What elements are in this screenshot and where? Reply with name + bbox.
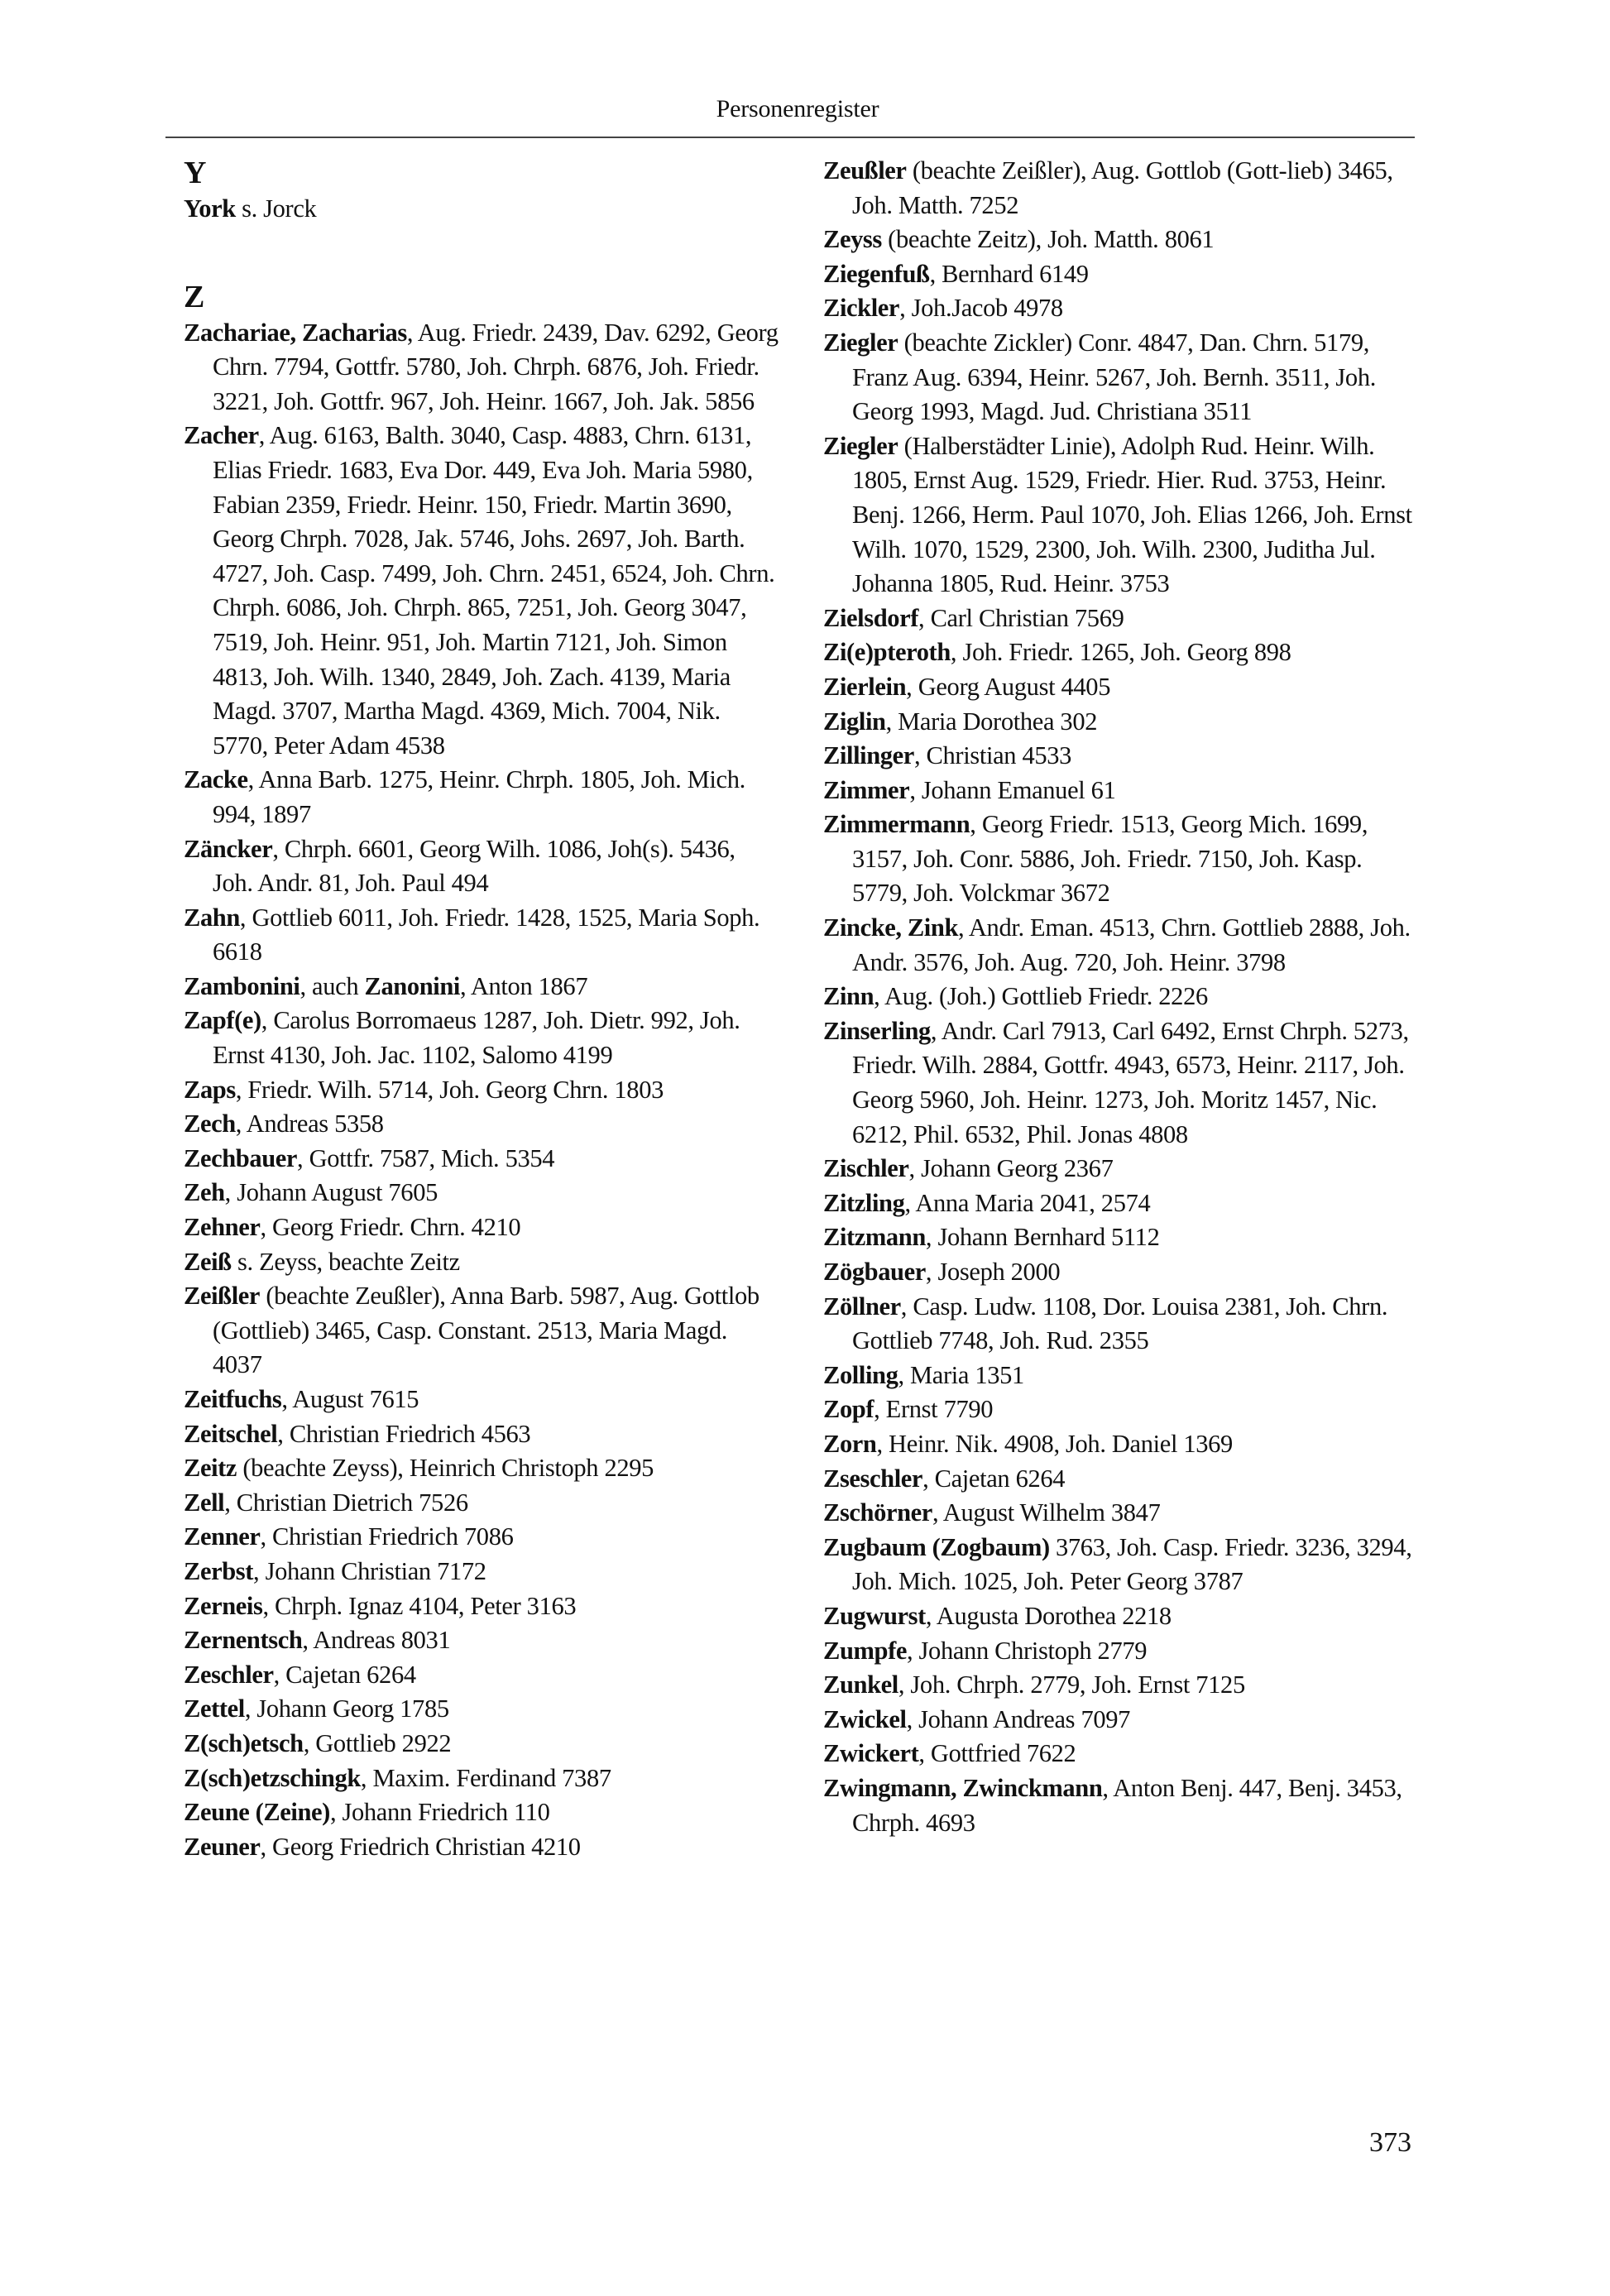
entry-surname: Zell — [184, 1488, 225, 1517]
entry-references: , Joseph 2000 — [925, 1258, 1061, 1286]
entry-references: , Andr. Eman. 4513, Chrn. Gottlieb 2888, Joh. Andr. 3576, Joh. Aug. 720, Joh. Heinr. 3798 — [852, 913, 1411, 976]
entry-references: (beachte Zeitz), Joh. Matth. 8061 — [881, 225, 1215, 254]
index-entry — [184, 1692, 779, 1727]
entry-references: (beachte Zeißler), Aug. Gottlob (Gott-lieb) 3465, Joh. Matth. 7252 — [852, 156, 1393, 219]
entry-references: , Anton 1867 — [459, 971, 588, 1000]
entry-references: , Christian Dietrich 7526 — [224, 1488, 468, 1517]
index-entry — [184, 763, 779, 832]
entry-surname: Zielsdorf — [823, 603, 919, 632]
entry-references: , Aug. Friedr. 2439, Dav. 6292, Georg Chrn. 7794, Gottfr. 5780, Joh. Chrph. 6876, Joh. Friedr. 3221, Joh. Gottfr. 967, Joh. Heinr. 1667, Joh. Jak. 5856 — [213, 318, 779, 415]
index-entry — [823, 1186, 1415, 1221]
entry-references: , Gottlieb 2922 — [303, 1728, 452, 1757]
entry-references: , Maxim. Ferdinand 7387 — [360, 1763, 611, 1792]
entry-references: , Johann Christoph 2779 — [906, 1636, 1148, 1665]
index-entry — [184, 1555, 779, 1589]
entry-references: (beachte Zeyss), Heinrich Christoph 2295 — [237, 1454, 654, 1483]
entry-references: , Heinr. Nik. 4908, Joh. Daniel 1369 — [876, 1429, 1233, 1458]
entry-references: , Cajetan 6264 — [273, 1660, 416, 1689]
index-entry — [184, 1727, 779, 1762]
index-entry — [823, 291, 1415, 326]
entry-surname: Zseschler — [823, 1464, 923, 1493]
index-entry — [823, 1496, 1415, 1531]
entry-surname: Zeitschel — [184, 1419, 278, 1448]
running-head: Personenregister — [716, 95, 879, 122]
entry-references: (beachte Zickler) Conr. 4847, Dan. Chrn. 5179, Franz Aug. 6394, Heinr. 5267, Joh. Bernh. 3511, Joh. Georg 1993, Magd. Jud. Christiana 3511 — [852, 328, 1376, 426]
entry-surname: Zäncker — [184, 834, 273, 863]
entry-surname: Zeißler — [184, 1282, 261, 1311]
right-column — [823, 154, 1415, 1840]
entry-references: 3763, Joh. Casp. Friedr. 3236, 3294, Joh. Mich. 1025, Joh. Peter Georg 3787 — [852, 1532, 1412, 1596]
index-entry — [823, 1014, 1415, 1152]
entry-surname: Zunkel — [823, 1670, 898, 1699]
index-entry — [823, 1220, 1415, 1255]
index-entry — [823, 1599, 1415, 1634]
entry-references: , Maria 1351 — [898, 1360, 1024, 1389]
index-entry — [823, 635, 1415, 670]
entry-references: , Anna Barb. 1275, Heinr. Chrph. 1805, Joh. Mich. 994, 1897 — [213, 765, 745, 828]
entry-references: , Gottfried 7622 — [918, 1739, 1076, 1768]
entry-surname: Zierlein — [823, 672, 907, 701]
index-entry — [184, 192, 779, 227]
entry-references: , Christian Friedrich 7086 — [260, 1522, 514, 1551]
entry-surname: Zenner — [184, 1522, 261, 1551]
entry-surname: Zech — [184, 1110, 236, 1138]
entry-references: , Christian Friedrich 4563 — [277, 1419, 531, 1448]
entry-surname: Zinn — [823, 982, 874, 1011]
entry-surname: Zeyss — [823, 225, 882, 254]
index-entry — [184, 1279, 779, 1383]
entry-surname: Ziegenfuß — [823, 259, 930, 288]
entry-references: , Johann Georg 2367 — [908, 1154, 1114, 1183]
section-letter-heading: Z — [184, 279, 204, 314]
index-entry — [184, 1451, 779, 1486]
left-column — [184, 154, 779, 1864]
entry-references: , Gottfr. 7587, Mich. 5354 — [297, 1143, 555, 1172]
entry-surname: Ziegler — [823, 328, 898, 357]
entry-references: , Johann Christian 7172 — [253, 1556, 486, 1585]
entry-references: , Georg Friedrich Christian 4210 — [260, 1832, 581, 1861]
entry-surname: Zugbaum (Zogbaum) — [823, 1532, 1050, 1561]
entry-references: , Ernst 7790 — [874, 1395, 994, 1424]
index-entry — [184, 970, 779, 1004]
entry-references: , Gottlieb 6011, Joh. Friedr. 1428, 1525, Maria Soph. 6618 — [213, 903, 760, 966]
index-entry — [823, 154, 1415, 223]
index-entry — [184, 1417, 779, 1452]
entry-references: , Johann Friedrich 110 — [329, 1798, 550, 1827]
entry-surname: Zincke, Zink — [823, 913, 959, 942]
entry-surname: Zeune (Zeine) — [184, 1798, 330, 1827]
index-entry — [823, 1462, 1415, 1497]
entry-surname: Zachariae, Zacharias — [184, 318, 407, 347]
entry-references: , Christian 4533 — [913, 741, 1072, 770]
entry-surname: Zehner — [184, 1213, 261, 1242]
entry-connector: , auch — [299, 971, 365, 1000]
entry-references: , Johann Emanuel 61 — [909, 775, 1116, 804]
entry-surname: Zumpfe — [823, 1636, 907, 1665]
entry-surname: Zerneis — [184, 1591, 263, 1620]
entry-surname: Zeitz — [184, 1454, 237, 1483]
entry-surname: Zschörner — [823, 1498, 932, 1527]
entry-references: , Andreas 5358 — [235, 1110, 384, 1138]
entry-surname: Zeußler — [823, 156, 907, 185]
index-entry — [184, 1589, 779, 1624]
entry-references: , Augusta Dorothea 2218 — [925, 1601, 1172, 1630]
entry-references: , Cajetan 6264 — [922, 1464, 1066, 1493]
index-entry — [823, 1427, 1415, 1462]
entry-surname: Zolling — [823, 1360, 898, 1389]
section-letter-heading: Y — [184, 156, 207, 190]
entry-surname: Zitzling — [823, 1188, 905, 1217]
index-entry — [184, 419, 779, 763]
entry-surname: Z(sch)etsch — [184, 1728, 304, 1757]
entry-references: , Andreas 8031 — [302, 1626, 451, 1655]
entry-references: , Johann August 7605 — [224, 1178, 438, 1207]
index-entry — [823, 705, 1415, 740]
header-rule — [165, 137, 1415, 138]
entry-surname: Zöllner — [823, 1292, 901, 1321]
index-entry — [823, 1152, 1415, 1186]
entry-references: , Johann Georg 1785 — [244, 1694, 449, 1723]
section-spacer — [184, 227, 779, 278]
index-entry — [184, 1658, 779, 1693]
entry-references: , Bernhard 6149 — [929, 259, 1089, 288]
entry-surname: Zwingmann, Zwinckmann — [823, 1773, 1103, 1802]
index-entry — [823, 980, 1415, 1014]
index-entry — [184, 1795, 779, 1830]
entry-references: , August 7615 — [281, 1385, 419, 1413]
entry-surname: York — [184, 194, 236, 223]
entry-surname: Zorn — [823, 1429, 877, 1458]
entry-surname: Zahn — [184, 903, 240, 932]
entry-surname: Zechbauer — [184, 1143, 298, 1172]
index-entry — [184, 1073, 779, 1108]
index-entry — [184, 1107, 779, 1142]
index-entry — [184, 1142, 779, 1177]
entry-references: (Halberstädter Linie), Adolph Rud. Heinr. Wilh. 1805, Ernst Aug. 1529, Friedr. Hier. Rud. 3753, Heinr. Benj. 1266, Herm. Paul 1070, Joh. Elias 1266, Joh. Ernst Wilh. 1070, 1529, 2300, Joh. Wilh. 2300, Juditha Jul. Johanna 1805, Rud. Heinr. 3753 — [852, 431, 1412, 598]
index-entry — [184, 1520, 779, 1555]
entry-references: , Chrph. 6601, Georg Wilh. 1086, Joh(s). 5436, Joh. Andr. 81, Joh. Paul 494 — [213, 834, 736, 898]
entry-surname: Zitzmann — [823, 1223, 926, 1252]
entry-surname: Ziegler — [823, 431, 898, 460]
entry-surname: Zeitfuchs — [184, 1385, 282, 1413]
entry-references: , Maria Dorothea 302 — [885, 707, 1098, 736]
entry-references: , Johann Andreas 7097 — [906, 1704, 1131, 1733]
entry-references: , Andr. Carl 7913, Carl 6492, Ernst Chrph. 5273, Friedr. Wilh. 2884, Gottfr. 4943, 6573, Heinr. 2117, Joh. Georg 5960, Joh. Heinr. 1273, Joh. Moritz 1457, Nic. 6212, Phil. 6532, Phil. Jonas 4808 — [852, 1016, 1409, 1148]
index-entry — [184, 832, 779, 901]
entry-surname: Zischler — [823, 1154, 909, 1183]
index-entry — [184, 1210, 779, 1245]
index-entry — [184, 1762, 779, 1796]
entry-references: , August Wilhelm 3847 — [932, 1498, 1161, 1527]
index-entry — [823, 1359, 1415, 1393]
index-entry — [184, 1486, 779, 1521]
entry-references: s. Zeyss, beachte Zeitz — [231, 1247, 460, 1276]
entry-surname: Zacher — [184, 421, 259, 450]
index-entry — [184, 1245, 779, 1280]
entry-surname: Zettel — [184, 1694, 245, 1723]
page-number: 373 — [1369, 2127, 1411, 2158]
entry-surname: Zeh — [184, 1178, 225, 1207]
index-entry — [823, 739, 1415, 774]
index-entry — [184, 1176, 779, 1210]
entry-surname: Zeschler — [184, 1660, 274, 1689]
index-entry — [823, 602, 1415, 636]
entry-surname: Zaps — [184, 1075, 236, 1104]
index-entry — [823, 1737, 1415, 1771]
entry-references: , Joh.Jacob 4978 — [899, 294, 1063, 323]
entry-surname: Zimmermann — [823, 810, 970, 839]
entry-references: , Georg August 4405 — [906, 672, 1111, 701]
entry-references: , Joh. Friedr. 1265, Joh. Georg 898 — [950, 638, 1291, 667]
entry-references: , Chrph. Ignaz 4104, Peter 3163 — [262, 1591, 577, 1620]
entry-surname: Zinserling — [823, 1016, 931, 1045]
entry-surname: Z(sch)etzschingk — [184, 1763, 361, 1792]
entry-surname: Zerbst — [184, 1556, 254, 1585]
index-entry — [184, 1004, 779, 1072]
index-entry — [823, 326, 1415, 429]
entry-references: , Carolus Borromaeus 1287, Joh. Dietr. 992, Joh. Ernst 4130, Joh. Jac. 1102, Salomo 4199 — [213, 1006, 740, 1070]
index-entry — [823, 1290, 1415, 1359]
entry-surname: Zi(e)pteroth — [823, 638, 951, 667]
entry-surname: Zopf — [823, 1395, 874, 1424]
entry-references: s. Jorck — [235, 194, 317, 223]
entry-references: , Georg Friedr. Chrn. 4210 — [260, 1213, 521, 1242]
entry-surname: Zambonini — [184, 971, 300, 1000]
entry-references: , Aug. 6163, Balth. 3040, Casp. 4883, Chrn. 6131, Elias Friedr. 1683, Eva Dor. 449, Eva Joh. Maria 5980, Fabian 2359, Friedr. Heinr. 150, Friedr. Martin 3690, Georg Chrph. 7028, Jak. 5746, Johs. 2697, Joh. Barth. 4727, Joh. Casp. 7499, Joh. Chrn. 2451, 6524, Joh. Chrn. Chrph. 6086, Joh. Chrph. 865, 7251, Joh. Georg 3047, 7519, Joh. Heinr. 951, Joh. Martin 7121, Joh. Simon 4813, Joh. Wilh. 1340, 2849, Joh. Zach. 4139, Maria Magd. 3707, Martha Magd. 4369, Mich. 7004, Nik. 5770, Peter Adam 4538 — [213, 421, 775, 760]
entry-surname: Zeuner — [184, 1832, 261, 1861]
index-entry — [823, 774, 1415, 808]
entry-surname: Zeiß — [184, 1247, 232, 1276]
entry-surname: Zögbauer — [823, 1258, 926, 1286]
index-entry — [184, 1623, 779, 1658]
entry-references: , Johann Bernhard 5112 — [925, 1223, 1160, 1252]
entry-surname: Zapf(e) — [184, 1006, 261, 1035]
entry-surname: Ziglin — [823, 707, 886, 736]
index-entry — [823, 429, 1415, 602]
entry-surname: Zwickert — [823, 1739, 919, 1768]
entry-surname-variant: Zanonini — [364, 971, 460, 1000]
entry-references: , Joh. Chrph. 2779, Joh. Ernst 7125 — [898, 1670, 1245, 1699]
entry-surname: Zugwurst — [823, 1601, 926, 1630]
entry-surname: Zwickel — [823, 1704, 907, 1733]
index-entry — [823, 1392, 1415, 1427]
entry-references: , Casp. Ludw. 1108, Dor. Louisa 2381, Joh. Chrn. Gottlieb 7748, Joh. Rud. 2355 — [852, 1292, 1388, 1355]
entry-references: , Georg Friedr. 1513, Georg Mich. 1699, 3157, Joh. Conr. 5886, Joh. Friedr. 7150, Joh. Kasp. 5779, Joh. Volckmar 3672 — [852, 810, 1368, 908]
entry-surname: Zimmer — [823, 775, 910, 804]
entry-references: , Carl Christian 7569 — [918, 603, 1124, 632]
index-entry — [823, 1531, 1415, 1599]
index-entry — [823, 808, 1415, 911]
index-entry — [823, 911, 1415, 980]
entry-surname: Zernentsch — [184, 1626, 303, 1655]
index-entry — [823, 1255, 1415, 1290]
index-entry — [823, 1771, 1415, 1840]
index-entry — [184, 1383, 779, 1417]
index-entry — [823, 223, 1415, 257]
entry-references: , Anna Maria 2041, 2574 — [904, 1188, 1151, 1217]
entry-references: , Friedr. Wilh. 5714, Joh. Georg Chrn. 1803 — [235, 1075, 664, 1104]
entry-surname: Zickler — [823, 294, 900, 323]
entry-surname: Zillinger — [823, 741, 914, 770]
entry-references: , Aug. (Joh.) Gottlieb Friedr. 2226 — [874, 982, 1208, 1011]
index-entry — [823, 257, 1415, 292]
index-entry — [823, 1634, 1415, 1669]
entry-references: (beachte Zeußler), Anna Barb. 5987, Aug. Gottlob (Gottlieb) 3465, Casp. Constant. 2513, Maria Magd. 4037 — [213, 1282, 759, 1379]
entry-references: , Anton Benj. 447, Benj. 3453, Chrph. 4693 — [852, 1773, 1402, 1837]
index-entry — [823, 1668, 1415, 1703]
index-entry — [823, 670, 1415, 705]
index-entry — [184, 901, 779, 970]
index-entry — [823, 1703, 1415, 1738]
entry-surname: Zacke — [184, 765, 248, 794]
index-entry — [184, 1830, 779, 1865]
index-entry — [184, 316, 779, 419]
